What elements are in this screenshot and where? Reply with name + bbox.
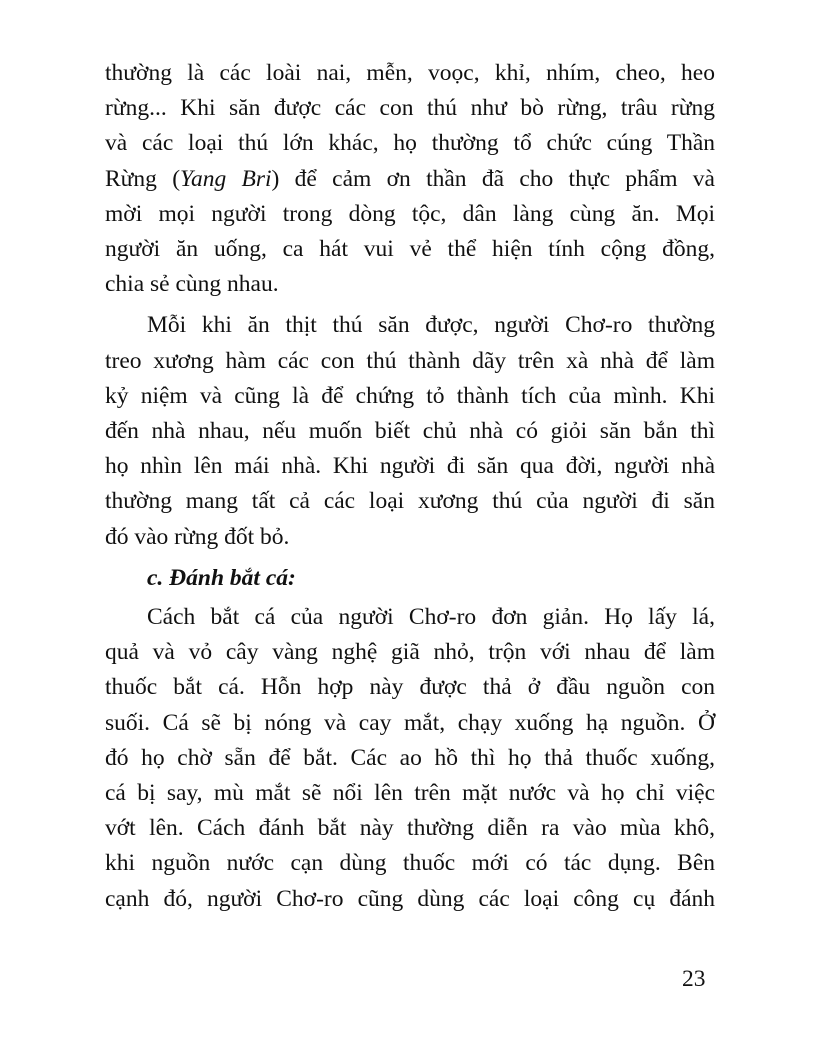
- text-line: cá bị say, mù mắt sẽ nổi lên trên mặt nước và họ chỉ việc: [105, 780, 715, 807]
- text-line: treo xương hàm các con thú thành dãy trên xà nhà để làm: [105, 347, 715, 374]
- text-segment: Rừng (: [105, 165, 181, 192]
- text-line: và các loại thú lớn khác, họ thường tổ chức cúng Thần: [105, 130, 715, 157]
- paragraph-fishing: [105, 600, 715, 917]
- text-line: thường mang tất cả các loại xương thú của người đi săn: [105, 488, 715, 515]
- text-segment: ) để cảm ơn thần đã cho thực phẩm và: [271, 165, 715, 192]
- italic-term-yang-bri: Yang Bri: [180, 165, 272, 192]
- section-heading: c. Đánh bắt cá:: [147, 564, 296, 591]
- text-line: thường là các loài nai, mễn, voọc, khỉ, nhím, cheo, heo: [105, 60, 715, 86]
- page-body: [105, 56, 715, 917]
- text-line: người ăn uống, ca hát vui vẻ thể hiện tính cộng đồng,: [105, 236, 715, 263]
- text-line: đến nhà nhau, nếu muốn biết chủ nhà có giỏi săn bắn thì: [105, 418, 715, 445]
- text-line: Mỗi khi ăn thịt thú săn được, người Chơ-ro thường: [147, 312, 715, 339]
- text-line: rừng... Khi săn được các con thú như bò rừng, trâu rừng: [105, 95, 715, 122]
- text-line: mời mọi người trong dòng tộc, dân làng cùng ăn. Mọi: [105, 200, 715, 227]
- text-line: cạnh đó, người Chơ-ro cũng dùng các loại công cụ đánh: [105, 885, 715, 912]
- text-line: kỷ niệm và cũng là để chứng tỏ thành tích của mình. Khi: [105, 382, 715, 409]
- text-line: thuốc bắt cá. Hỗn hợp này được thả ở đầu nguồn con: [105, 674, 715, 701]
- text-line-with-italic-term: [105, 162, 715, 197]
- text-line: suối. Cá sẽ bị nóng và cay mắt, chạy xuống hạ nguồn. Ở: [105, 709, 715, 736]
- text-line: họ nhìn lên mái nhà. Khi người đi săn qua đời, người nhà: [105, 453, 715, 480]
- text-line: khi nguồn nước cạn dùng thuốc mới có tác dụng. Bên: [105, 850, 715, 877]
- text-line: quả và vỏ cây vàng nghệ giã nhỏ, trộn với nhau để làm: [105, 639, 715, 666]
- text-line: đó họ chờ sẵn để bắt. Các ao hồ thì họ thả thuốc xuống,: [105, 744, 715, 771]
- text-line: chia sẻ cùng nhau.: [105, 271, 279, 298]
- text-line: vớt lên. Cách đánh bắt này thường diễn ra vào mùa khô,: [105, 815, 715, 842]
- text-line: Cách bắt cá của người Chơ-ro đơn giản. Họ lấy lá,: [147, 604, 715, 631]
- page-number: 23: [682, 966, 706, 992]
- text-line: đó vào rừng đốt bỏ.: [105, 523, 290, 550]
- paragraph-hunting-animals: [105, 56, 715, 302]
- paragraph-jawbones-custom: [105, 308, 715, 554]
